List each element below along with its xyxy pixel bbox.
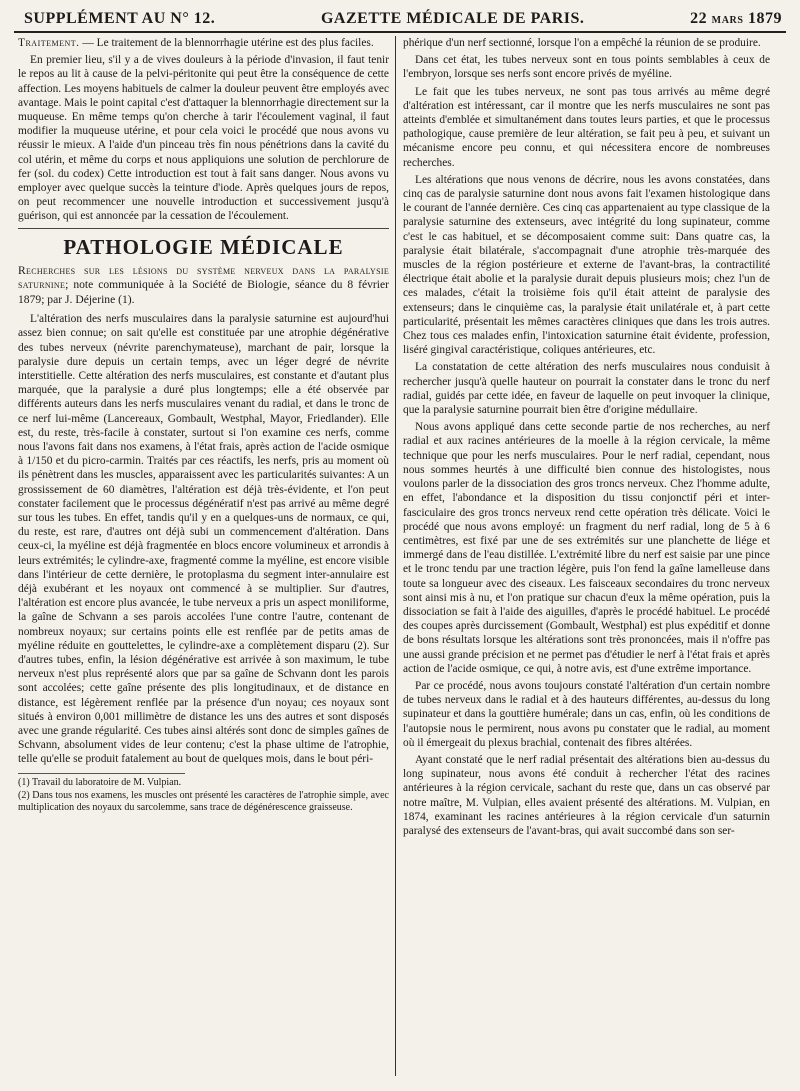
article-paragraph: Par ce procédé, nous avons toujours constaté l'altération d'un certain nombre de tubes nerveux dans le radial et à des hauteurs différentes, au-dessus du long supinateur et dans la gouttière humérale; dans un cas, enfin, où les conditions de l'autopsie nous le permirent, nous avons pu constater que le radial, au moment où il émergeait du plexus brachial, contenait des fibres altérées. <box>403 679 770 749</box>
treatment-text: — Le traitement de la blennorrhagie utérine est des plus faciles. <box>79 37 374 49</box>
article-subtitle-rest: ; note communiquée à la Société de Biologie, séance du 8 février 1879; par J. Déjerine (1). <box>18 278 389 306</box>
left-column <box>14 36 395 1076</box>
article-subtitle <box>18 264 389 308</box>
article-paragraph: Dans cet état, les tubes nerveux sont en tous points semblables à ceux de l'embryon, lorsque ses nerfs sont encore privés de myéline. <box>403 54 770 81</box>
masthead <box>14 6 786 33</box>
article-paragraph: Nous avons appliqué dans cette seconde partie de nos recherches, au nerf radial et aux racines antérieures de la moelle à la région cervicale, la même technique que pour les nerfs musculaires. Pour le nerf radial, cependant, nous nous sommes heurtés à une difficulté bien connue des histologistes, nous voulons parler de la dissociation des gros troncs nerveux. Chez l'homme adulte, en effet, l'abondance et la disposition du tissu conjonctif péri et inter-fasciculaire des gros troncs nerveux rend cette opération très délicate. Voici le procédé que nous avons employé: un fragment du nerf radial, long de 5 à 6 centimètres, est fixé par une de ses extrémités sur une planchette de liége et immergé dans de l'eau distillée. L'extrémité libre du nerf est saisie par une pince et le tronc tendu par une traction légère, puis l'on fend la gaîne lamelleuse dans toute sa longueur avec des ciseaux. Les faisceaux secondaires du tronc nerveux sont ainsi mis à nu, et l'on pratique sur chacun d'eux la même opération, puis la dissociation se fait à l'aide des aiguilles, d'après le procédé habituel. Le procédé des coupes après durcissement (Gombault, Westphal) est plus expéditif et donne de bons résultats lorsque les altérations sont très prononcées, mais il n'offre pas une aussi grande précision et ne permet pas d'étudier le nerf à l'état frais et après action de l'acide osmique, ce qui, à notre avis, est d'une extrême importance. <box>403 421 770 675</box>
issue-day: 22 <box>690 10 708 27</box>
article-paragraph: Ayant constaté que le nerf radial présentait des altérations bien au-dessus du long supinateur, nous avons été conduit à rechercher l'état des racines antérieures à la région cervicale, sachant du reste que, dans un cas observé par notre maître, M. Vulpian, elles avaient présenté des altérations. M. Vulpian, en 1874, examinant les racines antérieures à la région cervicale d'un saturnin paralysé des extenseurs de l'avant-bras, qui avait succombé dans son ser- <box>403 753 770 837</box>
supplement-number: SUPPLÉMENT AU N° 12. <box>24 10 216 27</box>
issue-date <box>690 10 782 28</box>
treatment-body: En premier lieu, s'il y a de vives douleurs à la période d'invasion, il faut tenir le repos au lit à cause de la pelvi-péritonite qui peut être la conséquence de cette affection. Les moyens habituels de calmer la douleur peuvent être employés avec avantage. Mais le point capital c'est d'attaquer la blennorrhagie directement sur la muqueuse. En même temps qu'on cherche à tarir l'écoulement vaginal, il faut modifier la muqueuse utérine, et pour cela voici le procédé que nous avons vu réussir le mieux. A l'aide d'un pinceau très fin nous pénétrions dans la cavité du col utérin, et même du corps et nous appliquions une solution de perchlorure de fer (sol. du codex) Cette introduction est tout à fait sans danger. Nous avons vu employer avec quelque succès la teinture d'iode. Après quelques jours de repos, on peut recommencer une nouvelle introduction et successivement jusqu'à guérison, qui est annoncée par la cessation de l'écoulement. <box>18 54 389 223</box>
publication-title: GAZETTE MÉDICALE DE PARIS. <box>320 10 585 27</box>
section-divider <box>18 228 389 229</box>
footnote-1: (1) Travail du laboratoire de M. Vulpian. <box>18 776 182 788</box>
article-paragraph: phérique d'un nerf sectionné, lorsque l'on a empêché la réunion de se produire. <box>403 37 761 49</box>
article-paragraph: L'altération des nerfs musculaires dans la paralysie saturnine est aujourd'hui assez bien connue; on sait qu'elle est constituée par une atrophie dégénérative des tubes nerveux (névrite parenchymateuse), marchant de pair, lorsque la paralysie dure depuis un certain temps, avec un léger degré de névrite interstitielle. Cette altération des nerfs musculaires, est constante et d'autant plus marquée, que la paralysie a duré plus longtemps; elle a été observée par différents auteurs dans les nerfs musculaires venant du radial, et dans le tronc de ce nerf lui-même (Lancereaux, Gombault, Westphal, Mayor, Friedlander). Elle est, du reste, très-facile à constater, surtout si l'on examine ces nerfs, comme nous l'avons fait dans nos examens, à l'état frais, après action de l'acide osmique à 1/150 et du picro-carmin. Traités par ces réactifs, les nerfs, pris au moment où ils pénètrent dans les muscles, apparaissent avec les particularités suivantes: A un grossissement de 60 diamètres, l'altération est déjà très-évidente, et l'on peut constater facilement que le processus dégénératif n'est pas arrivé au même degré sur tous les tubes. En effet, tandis qu'il y en a quelques-uns de normaux, ce qui, du reste, est rare, d'autres ont déjà subi un commencement d'altération. Dans ceux-ci, la myéline est déjà fragmentée en blocs encore volumineux et arrondis à leurs extrémités; le cylindre-axe, fragmenté comme la myéline, est encore visible dans l'intérieur de cette dernière, le protoplasma du segment inter-annulaire est déjà exubérant et les noyaux ont commencé à se multiplier. Sur d'autres, l'altération est encore plus avancée, le tube nerveux a pris un aspect moniliforme, la gaîne de Schvann a ses parois accolées l'une contre l'autre, contenant de nombreux noyaux; sur certains points elle est renflée par de petits amas de myéline réduite en gouttelettes, le cylindre-axe a complètement disparu (2). Sur d'autres tubes, enfin, la lésion dégénérative est arrivée à son maximum, le tube nerveux n'est plus représenté alors que par sa gaîne de Schvann dont les parois sont accolées; cette gaîne présente des plis longitudinaux, et de distance en distance, est légèrement renflée par la présence d'un noyau; ces noyaux sont situés à environ 0,001 millimètre de distance les uns des autres et sont disposés avec une grande régularité. Ces tubes ainsi altérés sont donc de simples gaînes de Schvann, absolument vides de leur contenu; c'est la phase ultime de l'atrophie, telle qu'elle se produit fatalement au bout de quelques mois, dans le bout péri- <box>18 313 389 766</box>
article-paragraph: Les altérations que nous venons de décrire, nous les avons constatées, dans cinq cas de paralysie saturnine dont nous avons fait l'examen histologique dans le courant de l'année dernière. Ces cinq cas appartenaient au type classique de la paralysie saturnine des extenseurs, avec intégrité du long supinateur, comme c'est le cas habituel, et se décomposaient comme suit: Dans quatre cas, la paralysie était bilatérale, s'accompagnait d'une atrophie très-marquée des muscles de la région postérieure et externe de l'avant-bras, la contractilité électrique était abolie et la paralysie durait depuis plusieurs mois; chez l'un de ces malades, c'était la troisième fois qu'il était atteint de paralysie des extenseurs; dans le cinquième cas, la paralysie était unilatérale et, à part cette particularité, présentait les mêmes caractères cliniques que dans les trois autres. Chez tous ces malades enfin, l'intoxication saturnine était évidente, profession, liséré gingival caractéristique, coliques antérieures, etc. <box>403 173 770 357</box>
issue-month: MARS <box>711 15 744 26</box>
article-paragraph: La constatation de cette altération des nerfs musculaires nous conduisit à rechercher jusqu'à quelle hauteur on pourrait la constater dans le tronc du nerf radial, guidés par cette idée, en faveur de laquelle on peut invoquer la clinique, que la paralysie saturnine pourrait bien être d'origine médullaire. <box>403 361 770 417</box>
section-title: PATHOLOGIE MÉDICALE <box>63 234 344 259</box>
footnote-2: (2) Dans tous nos examens, les muscles ont présenté les caractères de l'atrophie simple, avec multiplication des noyaux du sarcolemme, sans trace de dégénérescence graisseuse. <box>18 789 389 814</box>
right-column <box>395 36 776 1076</box>
columns <box>14 36 786 1076</box>
footnote-divider <box>18 773 185 774</box>
newspaper-page <box>14 6 786 1086</box>
issue-year: 1879 <box>748 10 782 27</box>
article-subtitle-caps: Recherches sur les lésions du système nerveux dans la paralysie saturnine <box>18 263 389 292</box>
treatment-lead: Traitement. <box>18 37 80 49</box>
article-paragraph: Le fait que les tubes nerveux, ne sont pas tous arrivés au même degré d'altération est intéressant, car il montre que les nerfs musculaires ne sont pas atteints d'emblée et simultanément dans toutes leurs parties, et que le processus pathologique, cause première de leur altération, se fait peu à peu, et suivant un mécanisme encore peu connu, et qui nécessitera encore de nombreuses recherches. <box>403 85 770 169</box>
treatment-paragraph <box>18 36 389 50</box>
